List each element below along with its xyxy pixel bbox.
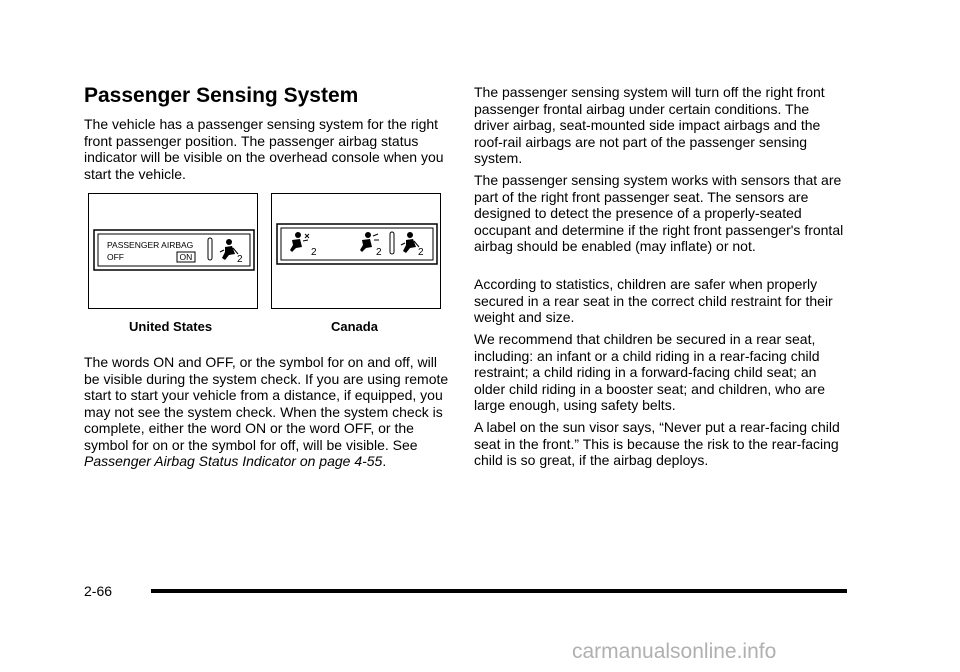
right-paragraph-4: We recommend that children be secured in a rear seat, including: an infant or a child riding in a rear-facing child restraint; a child riding in a forward-facing child seat; an older child riding in a booster seat; and children, who are large enough, using safety belts. [474, 331, 825, 413]
right-paragraph-3: According to statistics, children are safer when properly secured in a rear seat in the correct child restraint for their weight and size. [474, 276, 833, 325]
airbag-off-symbol-icon [290, 232, 309, 252]
right-paragraph-2: The passenger sensing system works with sensors that are part of the right front passenger seat. The sensors are designed to detect the presence of a properly-seated occupant and determine if the right front passenger's frontal airbag should be enabled (may inflate) or not. [474, 172, 844, 254]
us-figure-caption: United States [129, 319, 213, 334]
system-check-end: . [382, 453, 387, 469]
canada-indicator-figure [271, 193, 441, 309]
right-paragraph-1: The passenger sensing system will turn off the right front passenger frontal airbag under certain conditions. The driver airbag, seat-mounted side impact airbags and the roof-rail airbags are not part of the passenger sensing system. [474, 84, 825, 166]
canada-figure-caption: Canada [331, 319, 378, 334]
page-number: 2-66 [84, 583, 113, 599]
footer-rule [151, 589, 847, 593]
watermark: carmanualsonline.info [572, 640, 777, 663]
canada-num-2: 2 [376, 247, 382, 258]
seated-occupant-icon [401, 232, 419, 253]
canada-num-1: 2 [311, 247, 317, 258]
seated-occupant-icon [220, 239, 238, 260]
canada-num-3: 2 [418, 247, 424, 258]
us-indicator-figure [88, 193, 258, 309]
us-label-passenger-airbag: PASSENGER AIRBAG [107, 240, 194, 250]
us-label-on: ON [179, 252, 193, 262]
system-check-text: The words ON and OFF, or the symbol for on and off, will be visible during the system check. If you are using remote start to start your vehicle from a distance, if equipped, you may not see the system check. When the system check is complete, either the word ON or the word OFF, or the symbol for on or the symbol for off, will be visible. See [84, 354, 449, 453]
right-paragraph-5: A label on the sun visor says, “Never put a rear-facing child seat in the front.” This is because the risk to the rear-facing child is so great, if the airbag deploys. [474, 419, 840, 468]
section-title: Passenger Sensing System [84, 84, 359, 107]
status-indicator-reference-link[interactable]: Passenger Airbag Status Indicator on page 4-55 [84, 453, 383, 469]
system-check-paragraph [84, 354, 449, 470]
intro-paragraph: The vehicle has a passenger sensing system for the right front passenger position. The passenger airbag status indicator will be visible on the overhead console when you start the vehicle. [84, 116, 444, 182]
us-label-off: OFF [107, 252, 124, 262]
us-icon-number: 2 [237, 254, 243, 265]
